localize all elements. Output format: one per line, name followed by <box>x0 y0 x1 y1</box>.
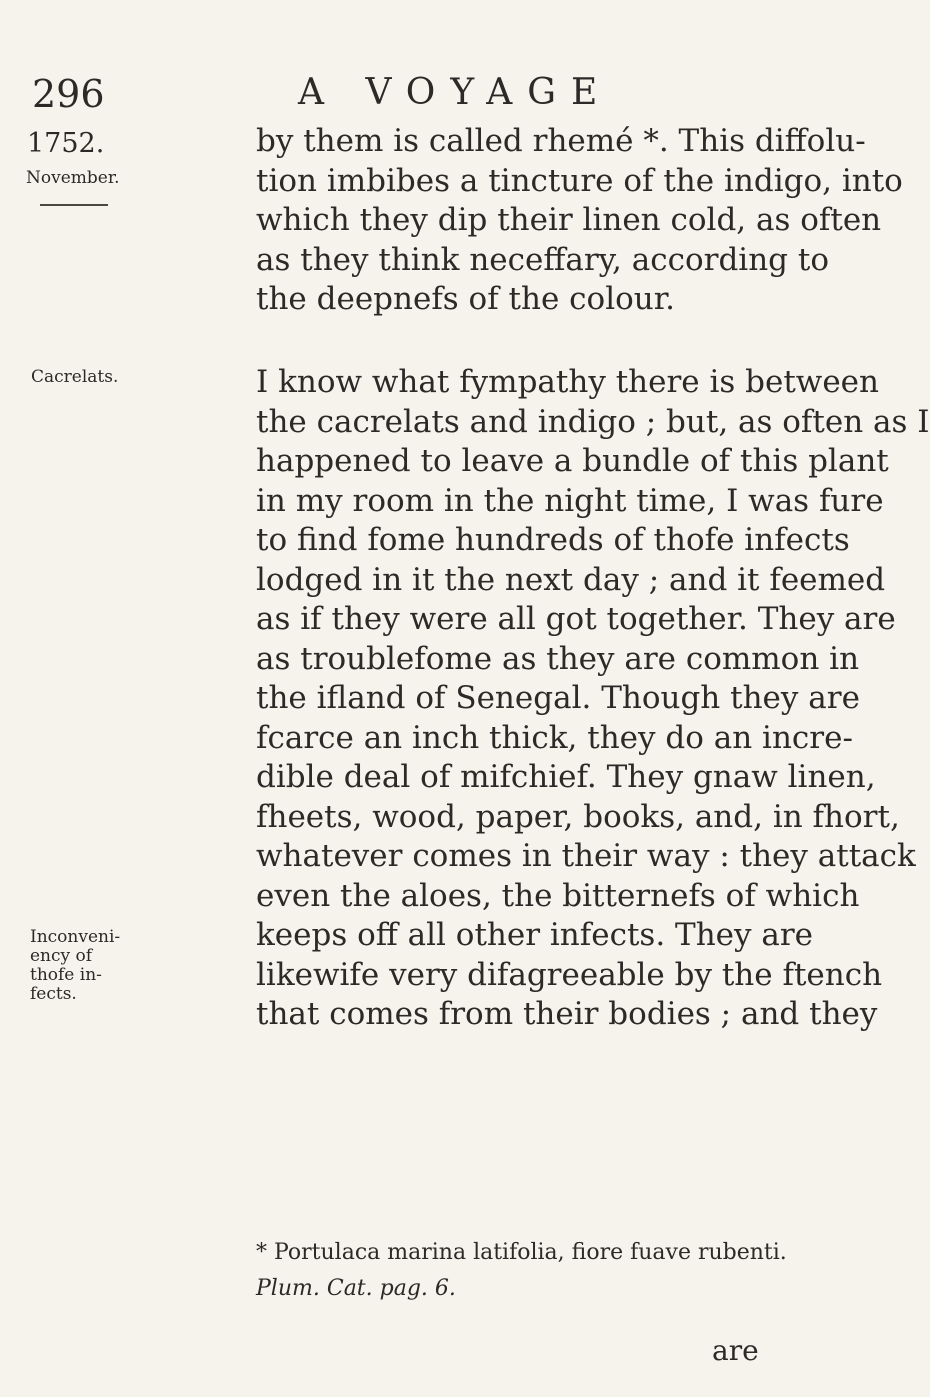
text-line: which they dip their linen cold, as often <box>256 202 882 238</box>
text-line: dible deal of mifchief. They gnaw linen, <box>256 759 876 795</box>
text-line: as troublefome as they are common in <box>256 640 860 677</box>
text-line: even the aloes, the bitternefs of which <box>256 877 860 914</box>
margin-note-inconveniency <box>30 928 130 1004</box>
text-line: lodged in it the next day ; and it feemed <box>256 561 886 598</box>
text-line: fcarce an inch thick, they do an incre- <box>256 719 853 756</box>
margin-year: 1752. <box>27 128 105 159</box>
text-line: whatever comes in their way : they attack <box>256 838 916 874</box>
margin-note-cacrelats: Cacrelats. <box>31 367 119 387</box>
margin-month: November. <box>26 168 120 188</box>
text-line: by them is called rhemé *. This diffolu- <box>256 123 866 159</box>
text-line: as they think neceffary, according to <box>256 241 830 278</box>
page-number: 296 <box>32 72 105 116</box>
paragraph-1 <box>256 122 903 320</box>
text-line: that comes from their bodies ; and they <box>256 996 878 1032</box>
footnote-line: Plum. Cat. pag. 6. <box>256 1276 456 1301</box>
text-line: to find fome hundreds of thofe infects <box>256 522 850 558</box>
text-line: as if they were all got together. They are <box>256 601 896 637</box>
text-line: I know what fympathy there is between <box>256 364 879 400</box>
text-line: keeps off all other infects. They are <box>256 917 814 953</box>
text-line: likewife very difagreeable by the ftench <box>256 956 883 993</box>
margin-note-line: thofe in- <box>30 965 102 985</box>
catchword: are <box>712 1334 759 1367</box>
running-title: A VOYAGE <box>298 72 613 113</box>
footnote <box>256 1235 787 1307</box>
text-line: the ifland of Senegal. Though they are <box>256 680 860 716</box>
margin-note-line: fects. <box>30 984 77 1004</box>
margin-note-line: Inconveni- <box>30 927 121 947</box>
text-line: happened to leave a bundle of this plant <box>256 443 889 479</box>
text-line: fheets, wood, paper, books, and, in fhort, <box>256 798 900 835</box>
footnote-line: * Portulaca marina latifolia, fiore fuave rubenti. <box>256 1240 787 1265</box>
text-line: the cacrelats and indigo ; but, as often as I <box>256 403 930 440</box>
text-line: tion imbibes a tincture of the indigo, into <box>256 162 903 199</box>
text-line: in my room in the night time, I was fure <box>256 482 884 519</box>
text-line: the deepnefs of the colour. <box>256 281 675 317</box>
paragraph-2 <box>256 363 930 1035</box>
margin-note-line: ency of <box>30 946 93 966</box>
margin-divider <box>40 204 108 206</box>
